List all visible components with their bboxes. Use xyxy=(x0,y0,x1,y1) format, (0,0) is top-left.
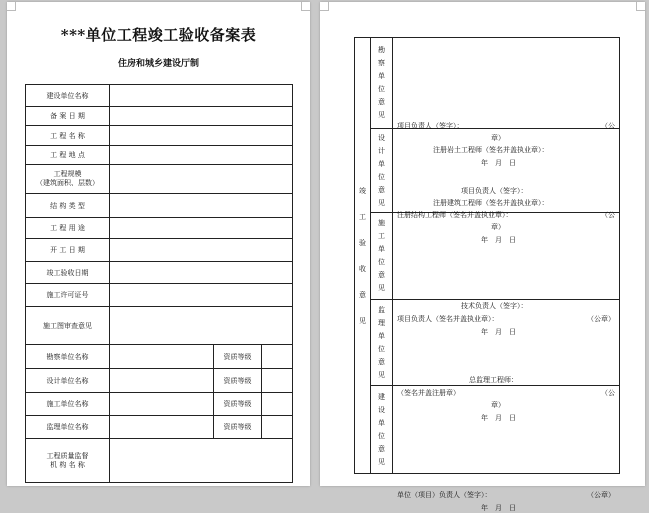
value-cell[interactable] xyxy=(110,126,293,146)
date-line: 年 月 日 xyxy=(481,503,516,512)
qualification-grade-label: 资质等级 xyxy=(214,393,262,416)
row-label: 备 案 日 期 xyxy=(26,107,110,126)
block-label-vertical xyxy=(371,213,393,300)
row-label: 竣工验收日期 xyxy=(26,262,110,284)
opinion-cell[interactable] xyxy=(393,213,620,336)
row-label: 工 程 地 点 xyxy=(26,146,110,165)
value-cell[interactable] xyxy=(110,416,214,439)
page-corner-mark xyxy=(301,2,310,11)
opinion-cell[interactable] xyxy=(393,386,620,512)
date-line: 年 月 日 xyxy=(481,159,516,167)
opinion-cell[interactable] xyxy=(393,38,620,167)
value-cell[interactable] xyxy=(110,262,293,284)
form-issuer: 住房和城乡建设厅制 xyxy=(117,59,199,69)
value-cell[interactable] xyxy=(262,369,293,393)
value-cell[interactable] xyxy=(110,165,293,194)
value-cell[interactable] xyxy=(110,239,293,262)
signature-line: （签名并盖注册章） xyxy=(397,388,460,397)
value-cell[interactable] xyxy=(110,369,214,393)
page-corner-mark xyxy=(636,2,645,11)
signature-line: 项目负责人（签字）： xyxy=(461,186,528,195)
vertical-label-text: 建 设 单 位 意 见 xyxy=(378,392,385,466)
row-label: 施工许可证号 xyxy=(26,284,110,307)
value-cell[interactable] xyxy=(262,393,293,416)
value-cell[interactable] xyxy=(262,345,293,369)
value-cell[interactable] xyxy=(110,439,293,483)
value-cell[interactable] xyxy=(110,307,293,345)
row-label: 工程质量监督 机 构 名 称 xyxy=(26,439,110,483)
qualification-grade-label: 资质等级 xyxy=(214,416,262,439)
seal-note: （公章） xyxy=(587,315,615,323)
block-label-vertical xyxy=(371,129,393,213)
seal-note: （公 xyxy=(601,388,615,397)
signature-line: 项目负责人（签名并盖执业章）： xyxy=(397,315,499,323)
signature-line: 技术负责人（签字）： xyxy=(461,302,528,310)
page-corner-mark xyxy=(320,2,329,11)
seal-note: 章） xyxy=(491,400,505,409)
page-corner-mark xyxy=(7,2,16,11)
value-cell[interactable] xyxy=(110,194,293,218)
vertical-label-text: 监 理 单 位 意 见 xyxy=(378,305,385,379)
form-title: ***单位工程竣工验收备案表 xyxy=(60,26,257,44)
qualification-grade-label: 资质等级 xyxy=(214,369,262,393)
date-line: 年 月 日 xyxy=(481,328,516,336)
seal-note: 章） xyxy=(491,222,505,231)
vertical-label-text: 设 计 单 位 意 见 xyxy=(378,133,385,207)
block-label-vertical xyxy=(371,38,393,129)
vertical-label-text: 施 工 单 位 意 见 xyxy=(378,219,385,292)
value-cell[interactable] xyxy=(110,345,214,369)
row-label: 施工图审查意见 xyxy=(26,307,110,345)
value-cell[interactable] xyxy=(110,284,293,307)
signature-line: 项目负责人（签字）： xyxy=(397,122,464,130)
unit-name-label: 监理单位名称 xyxy=(26,416,110,439)
row-label: 建设单位名称 xyxy=(26,85,110,107)
value-cell[interactable] xyxy=(110,393,214,416)
value-cell[interactable] xyxy=(110,107,293,126)
unit-name-label: 施工单位名称 xyxy=(26,393,110,416)
row-label: 结 构 类 型 xyxy=(26,194,110,218)
opinion-cell[interactable] xyxy=(393,129,620,244)
vertical-label-text: 竣 工 验 收 意 见 xyxy=(359,186,366,325)
seal-note: （公 xyxy=(601,122,615,130)
row-label: 工 程 用 途 xyxy=(26,218,110,239)
value-cell[interactable] xyxy=(110,85,293,107)
unit-name-label: 勘察单位名称 xyxy=(26,345,110,369)
right-page xyxy=(320,2,645,512)
seal-note: （公 xyxy=(601,210,615,219)
value-cell[interactable] xyxy=(110,218,293,239)
left-page xyxy=(7,2,310,486)
unit-name-label: 设计单位名称 xyxy=(26,369,110,393)
value-cell[interactable] xyxy=(110,146,293,165)
signature-line: 单位（项目）负责人（签字）： xyxy=(397,490,492,499)
record-info-table xyxy=(25,84,293,483)
section-label-vertical xyxy=(355,38,371,474)
signature-line: 注册建筑工程师（签名并盖执业章）： xyxy=(433,198,549,207)
seal-note: （公章） xyxy=(587,490,615,499)
qualification-grade-label: 资质等级 xyxy=(214,345,262,369)
row-label: 工程规模 （建筑面积、层数） xyxy=(26,165,110,194)
seal-note: 章） xyxy=(491,134,505,142)
vertical-label-text: 勘 察 单 位 意 见 xyxy=(378,46,385,119)
block-label-vertical xyxy=(371,300,393,386)
date-line: 年 月 日 xyxy=(481,235,516,244)
value-cell[interactable] xyxy=(262,416,293,439)
signature-line: 注册结构工程师（签名并盖执业章）： xyxy=(397,210,513,219)
block-label-vertical xyxy=(371,386,393,474)
row-label: 工 程 名 称 xyxy=(26,126,110,146)
date-line: 年 月 日 xyxy=(481,413,516,422)
row-label: 开 工 日 期 xyxy=(26,239,110,262)
signature-line: 总监理工程师： xyxy=(469,375,518,384)
signature-line: 注册岩土工程师（签名并盖执业章）： xyxy=(433,146,549,154)
opinion-cell[interactable] xyxy=(393,300,620,422)
acceptance-opinion-table xyxy=(354,37,620,512)
